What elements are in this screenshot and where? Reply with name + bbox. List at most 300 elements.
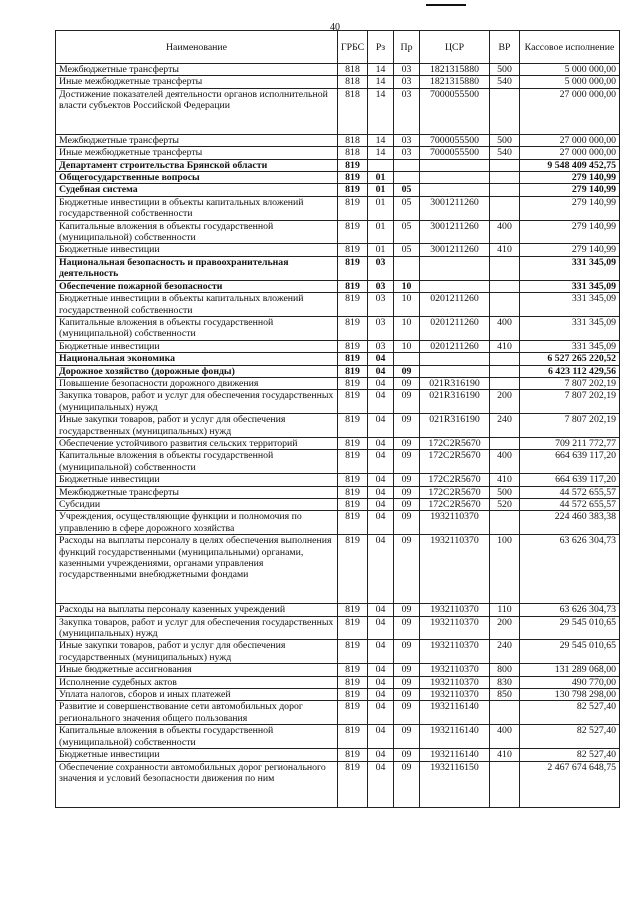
cell-rz: 04 (368, 640, 394, 664)
cell-vr (490, 256, 520, 280)
cell-csr (420, 159, 490, 171)
cell-name: Судебная система (56, 184, 338, 196)
table-row (56, 159, 620, 171)
cell-pr: 10 (394, 316, 420, 340)
cell-vr (490, 701, 520, 725)
table-row (56, 316, 620, 340)
cell-amount: 27 000 000,00 (520, 88, 620, 134)
cell-rz: 04 (368, 353, 394, 365)
cell-grbs: 819 (338, 725, 368, 749)
cell-grbs: 819 (338, 640, 368, 664)
cell-csr (420, 184, 490, 196)
cell-vr: 540 (490, 147, 520, 159)
cell-pr: 05 (394, 196, 420, 220)
cell-amount: 131 289 068,00 (520, 664, 620, 676)
cell-grbs: 818 (338, 147, 368, 159)
table-row (56, 147, 620, 159)
cell-pr: 09 (394, 676, 420, 688)
cell-vr: 400 (490, 725, 520, 749)
cell-amount: 82 527,40 (520, 725, 620, 749)
cell-csr: 172C2R5670 (420, 450, 490, 474)
table-row (56, 701, 620, 725)
cell-csr (420, 365, 490, 377)
cell-vr: 410 (490, 244, 520, 256)
cell-amount: 5 000 000,00 (520, 64, 620, 76)
cell-pr: 09 (394, 616, 420, 640)
table-row (56, 76, 620, 88)
table-row (56, 437, 620, 449)
col-header-rz: Рз (368, 31, 394, 64)
cell-vr (490, 377, 520, 389)
cell-name: Закупка товаров, работ и услуг для обеспечения государственных (муниципальных) нужд (56, 616, 338, 640)
table-row (56, 664, 620, 676)
cell-amount: 82 527,40 (520, 749, 620, 761)
cell-amount: 29 545 010,65 (520, 616, 620, 640)
cell-csr: 1932110370 (420, 604, 490, 616)
cell-name: Исполнение судебных актов (56, 676, 338, 688)
cell-grbs: 819 (338, 486, 368, 498)
cell-csr: 7000055500 (420, 134, 490, 146)
cell-csr: 021R316190 (420, 377, 490, 389)
cell-name: Общегосударственные вопросы (56, 172, 338, 184)
cell-name: Межбюджетные трансферты (56, 134, 338, 146)
cell-name: Бюджетные инвестиции в объекты капитальных вложений государственной собственности (56, 196, 338, 220)
cell-rz: 01 (368, 220, 394, 244)
cell-name: Обеспечение пожарной безопасности (56, 280, 338, 292)
cell-name: Обеспечение устойчивого развития сельских территорий (56, 437, 338, 449)
cell-grbs: 819 (338, 535, 368, 604)
cell-rz: 04 (368, 725, 394, 749)
cell-grbs: 818 (338, 88, 368, 134)
cell-pr: 09 (394, 761, 420, 807)
cell-pr: 09 (394, 640, 420, 664)
cell-name: Бюджетные инвестиции (56, 749, 338, 761)
cell-grbs: 819 (338, 616, 368, 640)
table-row (56, 499, 620, 511)
cell-name: Капитальные вложения в объекты государственной (муниципальной) собственности (56, 220, 338, 244)
cell-vr: 200 (490, 390, 520, 414)
cell-vr: 100 (490, 535, 520, 604)
cell-vr (490, 172, 520, 184)
cell-grbs: 819 (338, 256, 368, 280)
cell-grbs: 819 (338, 172, 368, 184)
cell-rz: 04 (368, 377, 394, 389)
cell-vr (490, 88, 520, 134)
cell-amount: 331 345,09 (520, 280, 620, 292)
cell-rz: 01 (368, 184, 394, 196)
cell-grbs: 819 (338, 196, 368, 220)
table-row (56, 340, 620, 352)
cell-rz: 03 (368, 293, 394, 317)
cell-csr: 0201211260 (420, 293, 490, 317)
cell-pr: 09 (394, 499, 420, 511)
cell-pr: 09 (394, 377, 420, 389)
cell-name: Иные бюджетные ассигнования (56, 664, 338, 676)
cell-rz: 04 (368, 664, 394, 676)
cell-csr: 3001211260 (420, 196, 490, 220)
cell-amount: 27 000 000,00 (520, 134, 620, 146)
cell-name: Иные закупки товаров, работ и услуг для обеспечения государственных (муниципальных) нужд (56, 414, 338, 438)
cell-rz: 04 (368, 414, 394, 438)
cell-rz: 04 (368, 474, 394, 486)
cell-grbs: 819 (338, 159, 368, 171)
cell-csr: 1821315880 (420, 76, 490, 88)
cell-vr (490, 511, 520, 535)
cell-csr: 3001211260 (420, 244, 490, 256)
table-row (56, 390, 620, 414)
cell-name: Достижение показателей деятельности органов исполнительной власти субъектов Российской Федерации (56, 88, 338, 134)
budget-execution-table (55, 30, 620, 808)
cell-grbs: 819 (338, 184, 368, 196)
cell-vr: 410 (490, 340, 520, 352)
cell-csr (420, 256, 490, 280)
cell-name: Национальная экономика (56, 353, 338, 365)
cell-csr: 1821315880 (420, 64, 490, 76)
cell-name: Департамент строительства Брянской области (56, 159, 338, 171)
cell-vr: 410 (490, 474, 520, 486)
table-row (56, 676, 620, 688)
cell-csr: 1932110370 (420, 689, 490, 701)
cell-name: Бюджетные инвестиции (56, 244, 338, 256)
cell-rz: 03 (368, 256, 394, 280)
table-row (56, 640, 620, 664)
cell-csr: 021R316190 (420, 414, 490, 438)
cell-pr: 09 (394, 437, 420, 449)
cell-name: Иные межбюджетные трансферты (56, 147, 338, 159)
table-row (56, 474, 620, 486)
cell-vr (490, 159, 520, 171)
cell-grbs: 819 (338, 316, 368, 340)
cell-rz: 01 (368, 244, 394, 256)
cell-grbs: 819 (338, 377, 368, 389)
cell-vr (490, 293, 520, 317)
table-row (56, 486, 620, 498)
cell-vr (490, 280, 520, 292)
cell-vr: 110 (490, 604, 520, 616)
cell-amount: 224 460 383,38 (520, 511, 620, 535)
table-row (56, 377, 620, 389)
cell-csr (420, 353, 490, 365)
cell-csr: 021R316190 (420, 390, 490, 414)
cell-name: Обеспечение сохранности автомобильных дорог регионального значения и условий безопасности движения по ним (56, 761, 338, 807)
cell-rz: 04 (368, 486, 394, 498)
cell-vr (490, 365, 520, 377)
table-row (56, 689, 620, 701)
cell-amount: 331 345,09 (520, 293, 620, 317)
cell-csr: 172C2R5670 (420, 474, 490, 486)
cell-rz: 04 (368, 761, 394, 807)
cell-name: Развитие и совершенствование сети автомобильных дорог регионального значения общего пользования (56, 701, 338, 725)
cell-amount: 63 626 304,73 (520, 535, 620, 604)
cell-amount: 490 770,00 (520, 676, 620, 688)
table-row (56, 616, 620, 640)
cell-rz: 04 (368, 390, 394, 414)
cell-amount: 279 140,99 (520, 172, 620, 184)
cell-csr: 1932116140 (420, 701, 490, 725)
cell-amount: 2 467 674 648,75 (520, 761, 620, 807)
cell-csr: 172C2R5670 (420, 486, 490, 498)
cell-amount: 7 807 202,19 (520, 414, 620, 438)
table-row (56, 220, 620, 244)
cell-rz: 03 (368, 280, 394, 292)
cell-name: Бюджетные инвестиции (56, 340, 338, 352)
cell-name: Учреждения, осуществляющие функции и полномочия по управлению в сфере дорожного хозяйства (56, 511, 338, 535)
cell-name: Бюджетные инвестиции (56, 474, 338, 486)
table-row (56, 256, 620, 280)
table-row (56, 450, 620, 474)
table-row (56, 184, 620, 196)
cell-amount: 279 140,99 (520, 244, 620, 256)
cell-pr: 09 (394, 414, 420, 438)
cell-grbs: 819 (338, 220, 368, 244)
cell-grbs: 819 (338, 340, 368, 352)
table-row (56, 749, 620, 761)
cell-vr: 500 (490, 486, 520, 498)
cell-name: Повышение безопасности дорожного движения (56, 377, 338, 389)
page-number: 40 (330, 22, 340, 33)
table-row (56, 134, 620, 146)
cell-grbs: 819 (338, 353, 368, 365)
cell-csr: 3001211260 (420, 220, 490, 244)
table-row (56, 365, 620, 377)
cell-csr: 1932116150 (420, 761, 490, 807)
cell-amount: 27 000 000,00 (520, 147, 620, 159)
cell-rz: 01 (368, 196, 394, 220)
cell-grbs: 819 (338, 604, 368, 616)
cell-pr: 09 (394, 604, 420, 616)
cell-pr: 09 (394, 701, 420, 725)
cell-rz: 04 (368, 604, 394, 616)
cell-name: Расходы на выплаты персоналу казенных учреждений (56, 604, 338, 616)
cell-rz: 04 (368, 437, 394, 449)
cell-pr: 09 (394, 689, 420, 701)
cell-vr (490, 353, 520, 365)
cell-vr: 850 (490, 689, 520, 701)
cell-grbs: 819 (338, 499, 368, 511)
cell-pr: 05 (394, 220, 420, 244)
cell-rz: 04 (368, 616, 394, 640)
cell-name: Национальная безопасность и правоохранительная деятельность (56, 256, 338, 280)
cell-csr: 7000055500 (420, 147, 490, 159)
cell-amount: 82 527,40 (520, 701, 620, 725)
cell-rz: 14 (368, 76, 394, 88)
table-row (56, 414, 620, 438)
cell-pr (394, 256, 420, 280)
cell-name: Иные закупки товаров, работ и услуг для обеспечения государственных (муниципальных) нужд (56, 640, 338, 664)
cell-pr (394, 353, 420, 365)
table-header-row (56, 31, 620, 64)
cell-vr: 540 (490, 76, 520, 88)
cell-name: Бюджетные инвестиции в объекты капитальных вложений государственной собственности (56, 293, 338, 317)
cell-amount: 331 345,09 (520, 256, 620, 280)
cell-vr (490, 761, 520, 807)
cell-name: Иные межбюджетные трансферты (56, 76, 338, 88)
cell-rz: 04 (368, 749, 394, 761)
cell-grbs: 819 (338, 701, 368, 725)
cell-pr: 03 (394, 147, 420, 159)
col-header-pr: Пр (394, 31, 420, 64)
table-row (56, 761, 620, 807)
cell-grbs: 819 (338, 749, 368, 761)
cell-grbs: 819 (338, 244, 368, 256)
cell-csr: 172C2R5670 (420, 499, 490, 511)
cell-pr: 03 (394, 88, 420, 134)
cell-vr: 830 (490, 676, 520, 688)
col-header-csr: ЦСР (420, 31, 490, 64)
cell-vr (490, 184, 520, 196)
table-row (56, 293, 620, 317)
cell-amount: 279 140,99 (520, 196, 620, 220)
cell-amount: 709 211 772,77 (520, 437, 620, 449)
cell-csr: 1932116140 (420, 749, 490, 761)
cell-csr: 1932110370 (420, 664, 490, 676)
cell-name: Уплата налогов, сборов и иных платежей (56, 689, 338, 701)
table-row (56, 64, 620, 76)
cell-vr: 500 (490, 64, 520, 76)
table-row (56, 353, 620, 365)
cell-csr: 1932110370 (420, 511, 490, 535)
cell-amount: 44 572 655,57 (520, 499, 620, 511)
cell-vr: 520 (490, 499, 520, 511)
cell-pr: 09 (394, 664, 420, 676)
cell-pr: 09 (394, 390, 420, 414)
cell-pr (394, 159, 420, 171)
col-header-grbs: ГРБС (338, 31, 368, 64)
cell-grbs: 819 (338, 365, 368, 377)
table-row (56, 88, 620, 134)
cell-rz (368, 159, 394, 171)
cell-grbs: 819 (338, 450, 368, 474)
cell-grbs: 818 (338, 64, 368, 76)
cell-amount: 29 545 010,65 (520, 640, 620, 664)
cell-grbs: 819 (338, 414, 368, 438)
cell-grbs: 819 (338, 437, 368, 449)
cell-vr: 400 (490, 316, 520, 340)
cell-vr: 240 (490, 414, 520, 438)
cell-name: Межбюджетные трансферты (56, 486, 338, 498)
cell-amount: 44 572 655,57 (520, 486, 620, 498)
cell-pr: 09 (394, 450, 420, 474)
cell-name: Капитальные вложения в объекты государственной (муниципальной) собственности (56, 725, 338, 749)
cell-rz: 14 (368, 64, 394, 76)
cell-rz: 01 (368, 172, 394, 184)
cell-pr: 03 (394, 64, 420, 76)
cell-rz: 04 (368, 511, 394, 535)
cell-amount: 6 527 265 220,52 (520, 353, 620, 365)
table-row (56, 172, 620, 184)
cell-grbs: 819 (338, 474, 368, 486)
cell-pr: 09 (394, 365, 420, 377)
cell-vr: 500 (490, 134, 520, 146)
cell-csr: 0201211260 (420, 316, 490, 340)
cell-pr: 10 (394, 293, 420, 317)
cell-vr: 400 (490, 450, 520, 474)
cell-csr: 7000055500 (420, 88, 490, 134)
cell-vr: 240 (490, 640, 520, 664)
cell-pr: 03 (394, 76, 420, 88)
cell-name: Дорожное хозяйство (дорожные фонды) (56, 365, 338, 377)
cell-vr (490, 196, 520, 220)
cell-rz: 04 (368, 365, 394, 377)
cell-grbs: 819 (338, 390, 368, 414)
table-row (56, 535, 620, 604)
table-row (56, 280, 620, 292)
cell-amount: 664 639 117,20 (520, 450, 620, 474)
cell-amount: 331 345,09 (520, 340, 620, 352)
top-rule (426, 4, 466, 6)
cell-pr: 09 (394, 486, 420, 498)
cell-grbs: 819 (338, 761, 368, 807)
cell-vr: 200 (490, 616, 520, 640)
table-body (56, 64, 620, 808)
cell-amount: 7 807 202,19 (520, 377, 620, 389)
cell-pr: 09 (394, 535, 420, 604)
cell-name: Межбюджетные трансферты (56, 64, 338, 76)
col-header-amount: Кассовое исполнение (520, 31, 620, 64)
cell-grbs: 819 (338, 280, 368, 292)
cell-grbs: 819 (338, 676, 368, 688)
cell-amount: 279 140,99 (520, 184, 620, 196)
cell-grbs: 818 (338, 76, 368, 88)
table-row (56, 511, 620, 535)
cell-grbs: 819 (338, 689, 368, 701)
cell-rz: 03 (368, 340, 394, 352)
table-row (56, 196, 620, 220)
cell-vr: 400 (490, 220, 520, 244)
table-row (56, 604, 620, 616)
cell-name: Капитальные вложения в объекты государственной (муниципальной) собственности (56, 316, 338, 340)
cell-rz: 14 (368, 88, 394, 134)
table-row (56, 725, 620, 749)
cell-name: Субсидии (56, 499, 338, 511)
cell-rz: 04 (368, 689, 394, 701)
cell-name: Закупка товаров, работ и услуг для обеспечения государственных (муниципальных) нужд (56, 390, 338, 414)
cell-rz: 04 (368, 676, 394, 688)
cell-pr: 05 (394, 184, 420, 196)
cell-vr: 410 (490, 749, 520, 761)
cell-amount: 5 000 000,00 (520, 76, 620, 88)
cell-name: Расходы на выплаты персоналу в целях обеспечения выполнения функций государственными (муниципальными) органами, казенными учреждениями, органами управления государственными внебюджетными фондами (56, 535, 338, 604)
cell-grbs: 819 (338, 664, 368, 676)
col-header-name: Наименование (56, 31, 338, 64)
cell-pr: 05 (394, 244, 420, 256)
cell-csr: 1932110370 (420, 676, 490, 688)
cell-pr (394, 172, 420, 184)
cell-pr: 03 (394, 134, 420, 146)
cell-csr: 1932110370 (420, 535, 490, 604)
cell-rz: 04 (368, 701, 394, 725)
cell-amount: 331 345,09 (520, 316, 620, 340)
table-row (56, 244, 620, 256)
col-header-vr: ВР (490, 31, 520, 64)
cell-rz: 14 (368, 134, 394, 146)
cell-amount: 6 423 112 429,56 (520, 365, 620, 377)
cell-grbs: 819 (338, 511, 368, 535)
cell-amount: 130 798 298,00 (520, 689, 620, 701)
cell-grbs: 819 (338, 293, 368, 317)
cell-amount: 664 639 117,20 (520, 474, 620, 486)
cell-csr: 172C2R5670 (420, 437, 490, 449)
cell-csr: 1932116140 (420, 725, 490, 749)
cell-pr: 10 (394, 340, 420, 352)
cell-rz: 14 (368, 147, 394, 159)
cell-vr: 800 (490, 664, 520, 676)
cell-csr: 0201211260 (420, 340, 490, 352)
cell-rz: 04 (368, 535, 394, 604)
cell-grbs: 818 (338, 134, 368, 146)
cell-name: Капитальные вложения в объекты государственной (муниципальной) собственности (56, 450, 338, 474)
cell-pr: 10 (394, 280, 420, 292)
